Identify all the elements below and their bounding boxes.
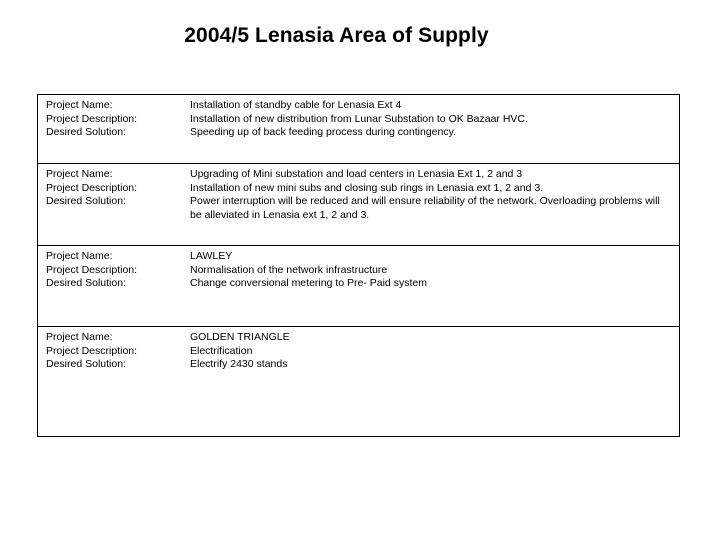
project-row xyxy=(38,246,679,327)
projects-table xyxy=(37,94,680,437)
project-name-value: Upgrading of Mini substation and load centers in Lenasia Ext 1, 2 and 3 xyxy=(190,168,523,180)
project-name-label: Project Name: xyxy=(46,99,113,111)
field-values xyxy=(190,331,670,372)
project-description-value: Normalisation of the network infrastructure xyxy=(190,263,388,276)
project-name-value: GOLDEN TRIANGLE xyxy=(190,331,290,343)
field-values xyxy=(190,168,670,222)
project-description-label: Project Description: xyxy=(46,344,138,357)
desired-solution-value: Speeding up of back feeding process during contingency. xyxy=(190,126,456,139)
field-values xyxy=(190,99,670,140)
field-labels xyxy=(46,168,186,209)
project-description-value: Electrification xyxy=(190,344,253,357)
project-name-value: Installation of standby cable for Lenasia Ext 4 xyxy=(190,99,402,111)
project-name-label: Project Name: xyxy=(46,331,113,343)
project-name-label: Project Name: xyxy=(46,168,113,180)
project-description-value: Installation of new distribution from Lunar Substation to OK Bazaar HVC. xyxy=(190,112,528,125)
desired-solution-label: Desired Solution: xyxy=(46,358,126,371)
field-labels xyxy=(46,99,186,140)
field-labels xyxy=(46,331,186,372)
field-labels xyxy=(46,250,186,291)
project-row xyxy=(38,164,679,246)
project-row xyxy=(38,327,679,436)
project-description-value: Installation of new mini subs and closing sub rings in Lenasia ext 1, 2 and 3. xyxy=(190,181,544,194)
project-description-label: Project Description: xyxy=(46,263,138,276)
project-description-label: Project Description: xyxy=(46,181,138,194)
desired-solution-label: Desired Solution: xyxy=(46,126,126,139)
desired-solution-label: Desired Solution: xyxy=(46,195,126,208)
project-name-label: Project Name: xyxy=(46,250,113,262)
project-row xyxy=(38,95,679,164)
desired-solution-value: Power interruption will be reduced and will ensure reliability of the network. Overloading problems will be alleviated in Lenasia ext 1, 2 and 3. xyxy=(190,195,660,221)
project-description-label: Project Description: xyxy=(46,112,138,125)
desired-solution-value: Change conversional metering to Pre- Paid system xyxy=(190,277,427,290)
desired-solution-label: Desired Solution: xyxy=(46,277,126,290)
slide-title: 2004/5 Lenasia Area of Supply xyxy=(184,24,489,47)
field-values xyxy=(190,250,670,291)
desired-solution-value: Electrify 2430 stands xyxy=(190,358,288,371)
project-name-value: LAWLEY xyxy=(190,250,233,262)
